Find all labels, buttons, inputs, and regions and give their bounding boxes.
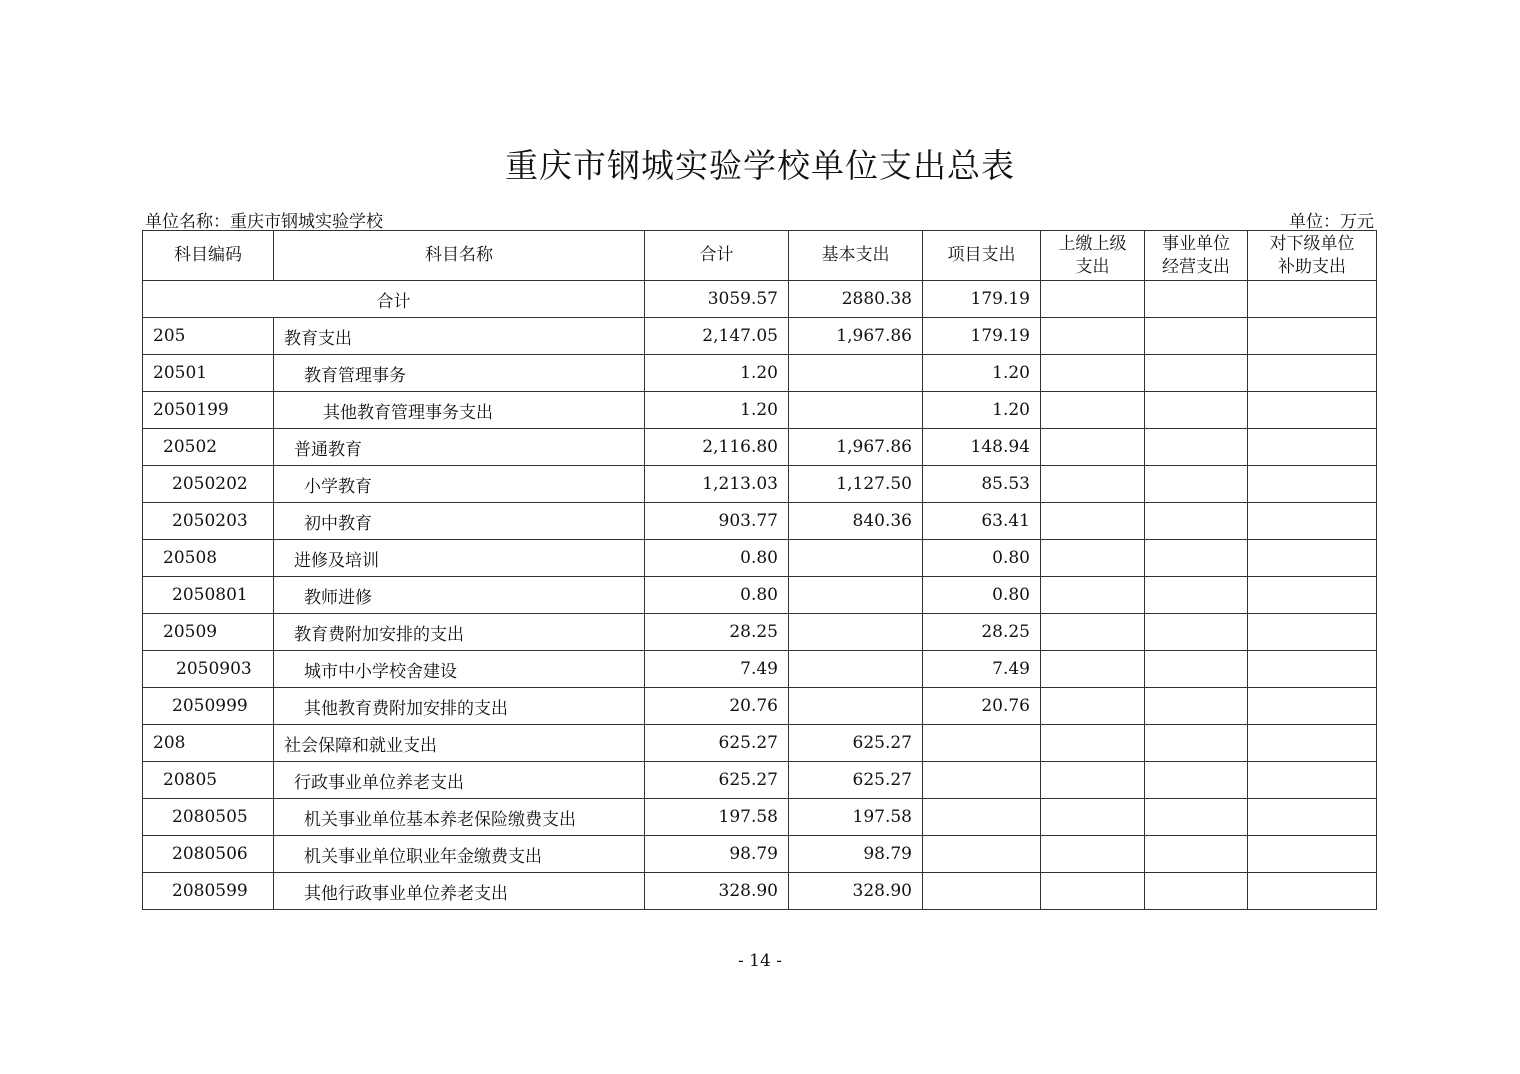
- cell-code: 205: [143, 318, 274, 355]
- cell-basic: [789, 540, 923, 577]
- header-upper-line1: 上缴上级: [1058, 233, 1127, 254]
- cell-project: [923, 725, 1041, 762]
- table-row: [143, 577, 1377, 614]
- cell-business: [1145, 318, 1248, 355]
- cell-project: 63.41: [923, 503, 1041, 540]
- cell-name: 教育管理事务: [274, 355, 645, 392]
- table-row: [143, 355, 1377, 392]
- cell-basic: [789, 688, 923, 725]
- summary-subsidy: [1248, 281, 1377, 318]
- cell-total: 7.49: [645, 651, 789, 688]
- header-upper: [1041, 231, 1145, 281]
- cell-project: 1.20: [923, 355, 1041, 392]
- summary-total: 3059.57: [645, 281, 789, 318]
- table-row: [143, 503, 1377, 540]
- cell-name: 教育支出: [274, 318, 645, 355]
- cell-business: [1145, 873, 1248, 910]
- cell-subsidy: [1248, 651, 1377, 688]
- cell-name: 机关事业单位基本养老保险缴费支出: [274, 799, 645, 836]
- cell-basic: 98.79: [789, 836, 923, 873]
- cell-code: 2050199: [143, 392, 274, 429]
- cell-total: 0.80: [645, 540, 789, 577]
- cell-total: 20.76: [645, 688, 789, 725]
- table-body: [143, 281, 1377, 910]
- table-row: [143, 725, 1377, 762]
- cell-code: 2080599: [143, 873, 274, 910]
- header-basic: 基本支出: [789, 231, 923, 281]
- table-row: [143, 762, 1377, 799]
- cell-business: [1145, 392, 1248, 429]
- table-row: [143, 318, 1377, 355]
- cell-code: 2050903: [143, 651, 274, 688]
- cell-upper: [1041, 725, 1145, 762]
- cell-business: [1145, 355, 1248, 392]
- cell-basic: [789, 392, 923, 429]
- cell-basic: 1,967.86: [789, 429, 923, 466]
- cell-upper: [1041, 318, 1145, 355]
- cell-project: 7.49: [923, 651, 1041, 688]
- cell-project: [923, 836, 1041, 873]
- cell-code: 20508: [143, 540, 274, 577]
- header-name: 科目名称: [274, 231, 645, 281]
- cell-business: [1145, 762, 1248, 799]
- cell-code: 2080506: [143, 836, 274, 873]
- table-row: [143, 836, 1377, 873]
- table-row: [143, 614, 1377, 651]
- header-subsidy-line2: 补助支出: [1278, 256, 1346, 277]
- cell-total: 1,213.03: [645, 466, 789, 503]
- cell-name: 进修及培训: [274, 540, 645, 577]
- cell-code: 2080505: [143, 799, 274, 836]
- cell-project: 148.94: [923, 429, 1041, 466]
- cell-upper: [1041, 836, 1145, 873]
- summary-business: [1145, 281, 1248, 318]
- cell-total: 0.80: [645, 577, 789, 614]
- cell-basic: 625.27: [789, 762, 923, 799]
- table-row: [143, 651, 1377, 688]
- summary-upper: [1041, 281, 1145, 318]
- cell-business: [1145, 651, 1248, 688]
- cell-subsidy: [1248, 429, 1377, 466]
- cell-total: 98.79: [645, 836, 789, 873]
- cell-total: 2,147.05: [645, 318, 789, 355]
- cell-subsidy: [1248, 540, 1377, 577]
- cell-name: 其他行政事业单位养老支出: [274, 873, 645, 910]
- cell-basic: 197.58: [789, 799, 923, 836]
- cell-upper: [1041, 429, 1145, 466]
- cell-upper: [1041, 799, 1145, 836]
- cell-subsidy: [1248, 503, 1377, 540]
- cell-project: 20.76: [923, 688, 1041, 725]
- cell-upper: [1041, 614, 1145, 651]
- cell-name: 普通教育: [274, 429, 645, 466]
- table-row: [143, 799, 1377, 836]
- cell-basic: 328.90: [789, 873, 923, 910]
- cell-upper: [1041, 577, 1145, 614]
- cell-code: 2050203: [143, 503, 274, 540]
- cell-name: 其他教育费附加安排的支出: [274, 688, 645, 725]
- cell-basic: 1,127.50: [789, 466, 923, 503]
- cell-business: [1145, 799, 1248, 836]
- cell-business: [1145, 725, 1248, 762]
- cell-total: 1.20: [645, 392, 789, 429]
- cell-upper: [1041, 762, 1145, 799]
- cell-subsidy: [1248, 799, 1377, 836]
- unit-measure-label: 单位：万元: [1289, 212, 1374, 232]
- cell-code: 2050999: [143, 688, 274, 725]
- table-row: [143, 392, 1377, 429]
- table-header-row: [143, 231, 1377, 281]
- cell-total: 625.27: [645, 725, 789, 762]
- table-row: [143, 429, 1377, 466]
- cell-basic: [789, 651, 923, 688]
- header-project: 项目支出: [923, 231, 1041, 281]
- cell-upper: [1041, 466, 1145, 503]
- cell-upper: [1041, 873, 1145, 910]
- table-row: [143, 873, 1377, 910]
- cell-business: [1145, 688, 1248, 725]
- cell-name: 社会保障和就业支出: [274, 725, 645, 762]
- cell-basic: [789, 577, 923, 614]
- cell-total: 197.58: [645, 799, 789, 836]
- table-row: [143, 466, 1377, 503]
- cell-subsidy: [1248, 614, 1377, 651]
- cell-subsidy: [1248, 392, 1377, 429]
- cell-business: [1145, 540, 1248, 577]
- cell-upper: [1041, 651, 1145, 688]
- header-business-line2: 经营支出: [1162, 256, 1230, 277]
- cell-total: 903.77: [645, 503, 789, 540]
- header-code: 科目编码: [143, 231, 274, 281]
- cell-code: 20501: [143, 355, 274, 392]
- cell-business: [1145, 503, 1248, 540]
- cell-upper: [1041, 540, 1145, 577]
- summary-project: 179.19: [923, 281, 1041, 318]
- cell-code: 2050202: [143, 466, 274, 503]
- cell-upper: [1041, 503, 1145, 540]
- cell-code: 20502: [143, 429, 274, 466]
- cell-business: [1145, 577, 1248, 614]
- cell-subsidy: [1248, 466, 1377, 503]
- cell-project: 1.20: [923, 392, 1041, 429]
- summary-label: 合计: [143, 281, 645, 318]
- cell-subsidy: [1248, 577, 1377, 614]
- cell-basic: 840.36: [789, 503, 923, 540]
- cell-subsidy: [1248, 688, 1377, 725]
- cell-name: 其他教育管理事务支出: [274, 392, 645, 429]
- cell-name: 教师进修: [274, 577, 645, 614]
- cell-total: 1.20: [645, 355, 789, 392]
- cell-name: 行政事业单位养老支出: [274, 762, 645, 799]
- cell-business: [1145, 429, 1248, 466]
- cell-basic: [789, 614, 923, 651]
- cell-project: 0.80: [923, 577, 1041, 614]
- cell-subsidy: [1248, 873, 1377, 910]
- header-business: [1145, 231, 1248, 281]
- cell-basic: [789, 355, 923, 392]
- summary-row: [143, 281, 1377, 318]
- cell-total: 625.27: [645, 762, 789, 799]
- cell-subsidy: [1248, 836, 1377, 873]
- expenditure-table: [142, 230, 1377, 910]
- cell-business: [1145, 614, 1248, 651]
- cell-project: 85.53: [923, 466, 1041, 503]
- header-subsidy: [1248, 231, 1377, 281]
- cell-project: 28.25: [923, 614, 1041, 651]
- cell-name: 小学教育: [274, 466, 645, 503]
- cell-upper: [1041, 688, 1145, 725]
- header-total: 合计: [645, 231, 789, 281]
- cell-business: [1145, 836, 1248, 873]
- cell-subsidy: [1248, 355, 1377, 392]
- cell-code: 20509: [143, 614, 274, 651]
- cell-project: 0.80: [923, 540, 1041, 577]
- cell-code: 2050801: [143, 577, 274, 614]
- cell-total: 328.90: [645, 873, 789, 910]
- summary-basic: 2880.38: [789, 281, 923, 318]
- cell-project: [923, 799, 1041, 836]
- cell-name: 教育费附加安排的支出: [274, 614, 645, 651]
- cell-name: 机关事业单位职业年金缴费支出: [274, 836, 645, 873]
- cell-name: 城市中小学校舍建设: [274, 651, 645, 688]
- cell-subsidy: [1248, 725, 1377, 762]
- cell-subsidy: [1248, 762, 1377, 799]
- cell-project: 179.19: [923, 318, 1041, 355]
- header-subsidy-line1: 对下级单位: [1269, 233, 1355, 254]
- cell-business: [1145, 466, 1248, 503]
- header-upper-line2: 支出: [1075, 256, 1110, 277]
- cell-name: 初中教育: [274, 503, 645, 540]
- page-number: - 14 -: [738, 951, 782, 971]
- cell-subsidy: [1248, 318, 1377, 355]
- cell-upper: [1041, 392, 1145, 429]
- cell-total: 28.25: [645, 614, 789, 651]
- cell-project: [923, 873, 1041, 910]
- cell-total: 2,116.80: [645, 429, 789, 466]
- cell-basic: 1,967.86: [789, 318, 923, 355]
- cell-basic: 625.27: [789, 725, 923, 762]
- cell-code: 20805: [143, 762, 274, 799]
- page-title: 重庆市钢城实验学校单位支出总表: [505, 146, 1015, 185]
- table-row: [143, 688, 1377, 725]
- cell-code: 208: [143, 725, 274, 762]
- unit-name-label: 单位名称：重庆市钢城实验学校: [145, 212, 383, 232]
- table-row: [143, 540, 1377, 577]
- cell-upper: [1041, 355, 1145, 392]
- header-business-line1: 事业单位: [1162, 233, 1230, 254]
- cell-project: [923, 762, 1041, 799]
